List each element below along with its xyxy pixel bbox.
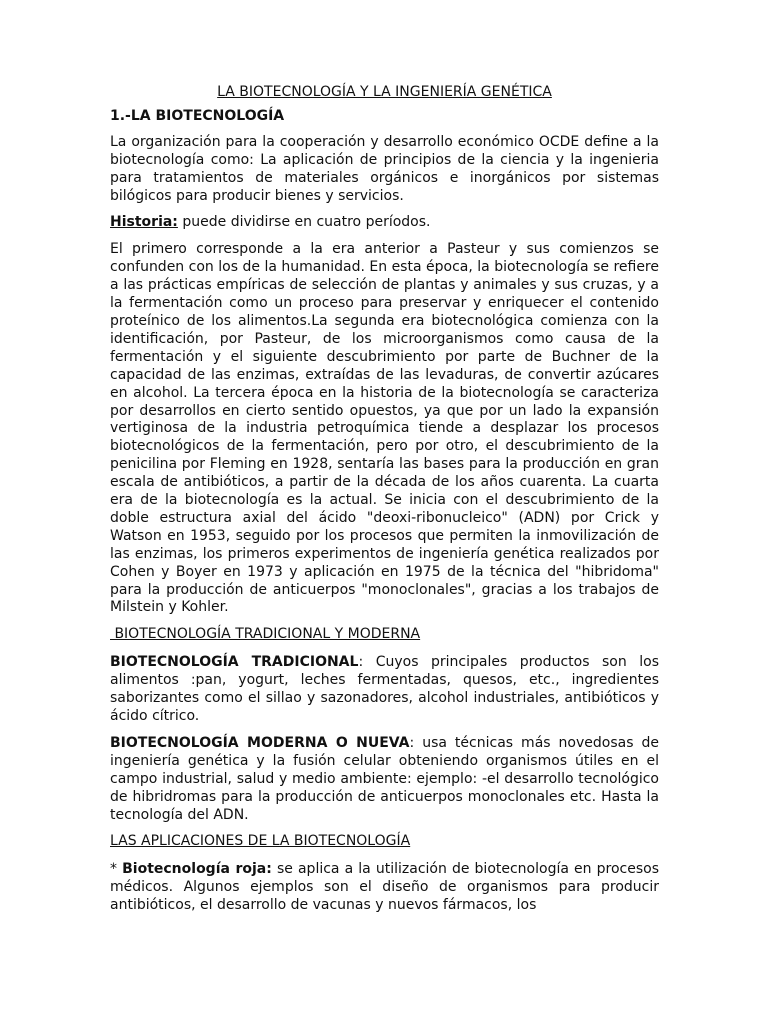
historia-paragraph [110, 214, 659, 232]
tradicional-label: BIOTECNOLOGÍA TRADICIONAL [110, 654, 359, 671]
section-heading-tradicional-moderna: BIOTECNOLOGÍA TRADICIONAL Y MODERNA [110, 626, 421, 643]
document-page [110, 84, 659, 924]
roja-text: se aplica a la utilización de biotecnología en procesos médicos. Algunos ejemplos son el diseño de organismos para producir antibióticos, el desarrollo de vacunas y nuevos fármacos, los [110, 861, 659, 914]
roja-bullet: * [110, 861, 117, 878]
section-heading-biotecnologia: 1.-LA BIOTECNOLOGÍA [110, 107, 285, 124]
document-title: LA BIOTECNOLOGÍA Y LA INGENIERÍA GENÉTICA [217, 84, 552, 100]
moderna-text: : usa técnicas más novedosas de ingeniería genética y la fusión celular obteniendo organismos útiles en el campo industrial, salud y medio ambiente: ejemplo: -el desarrollo tecnológico de hibridromas para la producción de anticuerpos monoclonales etc. Hasta la tecnología del ADN. [110, 734, 659, 823]
roja-label: Biotecnología roja: [122, 861, 272, 878]
moderna-label: BIOTECNOLOGÍA MODERNA O NUEVA [110, 734, 410, 751]
intro-paragraph: La organización para la cooperación y desarrollo económico OCDE define a la biotecnología como: La aplicación de principios de la ciencia y la ingenieria para tratamientos de materiales orgánicos e inorgánicos por sistemas bilógicos para producir bienes y servicios. [110, 133, 659, 204]
historia-text: puede dividirse en cuatro períodos. [177, 214, 431, 231]
tradicional-text: : Cuyos principales productos son los alimentos :pan, yogurt, leches fermentadas, quesos, etc., ingredientes saborizantes como el sillao y sazonadores, alcohol industriales, antibióticos y ácido cítrico. [110, 654, 660, 724]
historia-label: Historia: [110, 214, 178, 231]
section-heading-aplicaciones: LAS APLICACIONES DE LA BIOTECNOLOGÍA [110, 833, 411, 850]
moderna-paragraph [110, 735, 659, 825]
history-paragraph: El primero corresponde a la era anterior a Pasteur y sus comienzos se confunden con los de la humanidad. En esta época, la biotecnología se refiere a las prácticas empíricas de selección de plantas y animales y sus cruzas, y a la fermentación como un proceso para preservar y enriquecer el contenido proteínico de los alimentos.La segunda era biotecnológica comienza con la identificación, por Pasteur, de los microorganismos como causa de la fermentación y el siguiente descubrimiento por parte de Buchner de la capacidad de las enzimas, extraídas de las levaduras, de convertir azúcares en alcohol. La tercera época en la historia de la biotecnología se caracteriza por desarrollos en cierto sentido opuestos, ya que por un lado la expansión vertiginosa de la industria petroquímica tiende a desplazar los procesos biotecnológicos de la fermentación, pero por otro, el descubrimiento de la penicilina por Fleming en 1928, sentaría las bases para la producción en gran escala de antibióticos, a partir de la década de los años cuarenta. La cuarta era de la biotecnología es la actual. Se inicia con el descubrimiento de la doble estructura axial del ácido "deoxi-ribonucleico" (ADN) por Crick y Watson en 1953, seguido por los procesos que permiten la inmovilización de las enzimas, los primeros experimentos de ingeniería genética realizados por Cohen y Boyer en 1973 y aplicación en 1975 de la técnica del "hibridoma" para la producción de anticuerpos "monoclonales", gracias a los trabajos de Milstein y Kohler. [110, 241, 659, 616]
tradicional-paragraph [110, 654, 659, 726]
roja-paragraph [110, 861, 659, 915]
